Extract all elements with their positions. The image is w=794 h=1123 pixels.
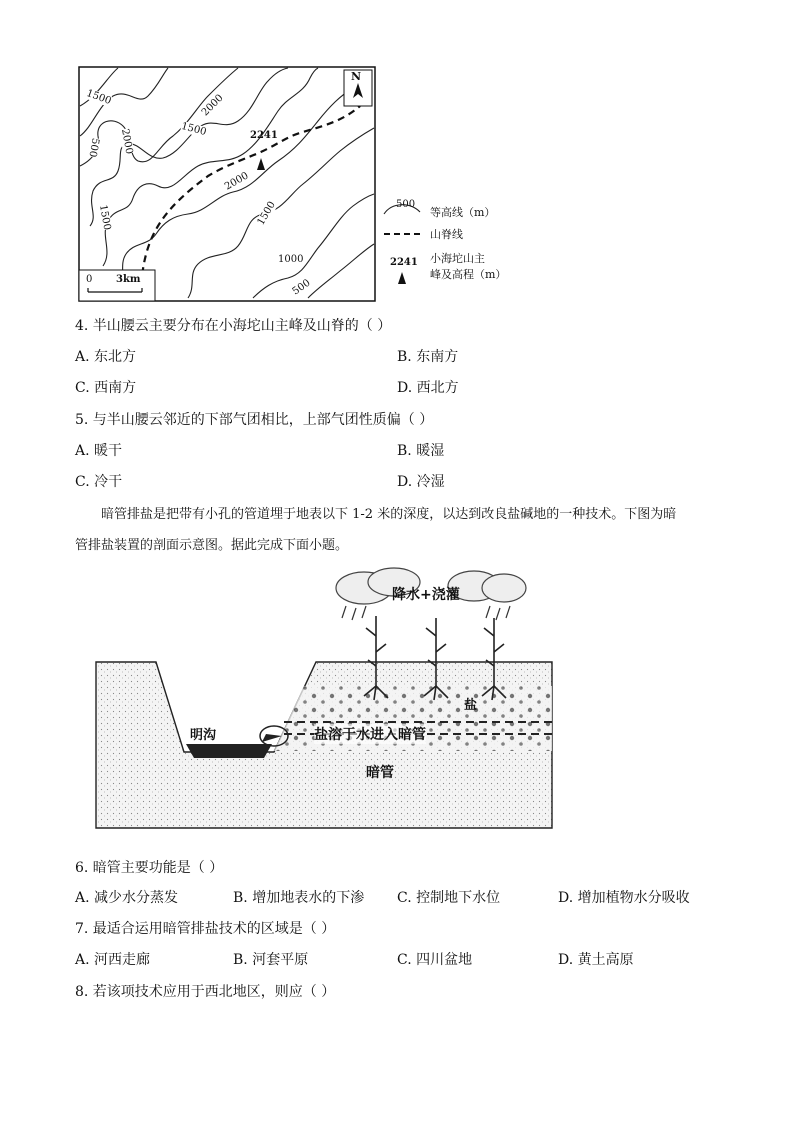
question-7-option-a[interactable]: A. 河西走廊 xyxy=(75,952,151,968)
question-6-stem: 6. 暗管主要功能是（ ） xyxy=(75,860,224,876)
legend-contour-value: 500 xyxy=(396,199,416,210)
passage-line-1: 暗管排盐是把带有小孔的管道埋于地表以下 1-2 米的深度，以达到改良盐碱地的一种技术。下图为暗 xyxy=(101,507,677,522)
question-7-option-d[interactable]: D. 黄土高原 xyxy=(558,952,634,968)
question-7-option-b[interactable]: B. 河套平原 xyxy=(233,952,309,968)
pipe-label: 暗管 xyxy=(366,765,394,781)
question-5-stem: 5. 与半山腰云邻近的下部气团相比，上部气团性质偏（ ） xyxy=(75,412,434,428)
question-4-option-b[interactable]: B. 东南方 xyxy=(397,349,459,365)
question-5-option-a[interactable]: A. 暖干 xyxy=(75,443,123,459)
question-6-option-c[interactable]: C. 控制地下水位 xyxy=(397,890,501,906)
question-5-option-b[interactable]: B. 暖湿 xyxy=(397,443,445,459)
contour-label: 500 xyxy=(290,277,313,298)
peak-elevation: 2241 xyxy=(250,130,278,141)
question-7-stem: 7. 最适合运用暗管排盐技术的区域是（ ） xyxy=(75,921,336,937)
question-6-option-d[interactable]: D. 增加植物水分吸收 xyxy=(558,890,690,906)
question-6-option-b[interactable]: B. 增加地表水的下渗 xyxy=(233,890,365,906)
contour-label: 2000 xyxy=(199,92,226,119)
scale-distance: 3km xyxy=(116,274,141,285)
topographic-map xyxy=(78,66,376,302)
contour-label: 1000 xyxy=(278,254,304,265)
flow-label: 盐溶于水进入暗管 xyxy=(314,724,426,744)
contour-label: 1500 xyxy=(84,87,113,108)
rain-label: 降水+浇灌 xyxy=(392,587,460,603)
scale-zero: 0 xyxy=(86,274,93,285)
north-label: N xyxy=(351,70,362,83)
contour-label: 1500 xyxy=(180,120,208,139)
passage-line-2: 管排盐装置的剖面示意图。据此完成下面小题。 xyxy=(75,538,349,553)
question-5-option-d[interactable]: D. 冷湿 xyxy=(397,474,445,490)
question-4-stem: 4. 半山腰云主要分布在小海坨山主峰及山脊的（ ） xyxy=(75,318,392,334)
contour-label: 2000 xyxy=(222,170,251,193)
question-5-option-c[interactable]: C. 冷干 xyxy=(75,474,123,490)
question-4-option-c[interactable]: C. 西南方 xyxy=(75,380,137,396)
peak-legend-icon xyxy=(398,272,406,284)
contour-label: 1500 xyxy=(255,199,278,228)
legend-ridge-label: 山脊线 xyxy=(430,228,463,241)
legend-peak-value: 2241 xyxy=(390,257,418,268)
question-4-option-d[interactable]: D. 西北方 xyxy=(397,380,459,396)
question-4-option-a[interactable]: A. 东北方 xyxy=(75,349,137,365)
open-ditch-label: 明沟 xyxy=(190,728,217,743)
legend-peak-label-2: 峰及高程（m） xyxy=(430,268,507,281)
question-8-stem: 8. 若该项技术应用于西北地区，则应（ ） xyxy=(75,984,336,1000)
question-7-option-c[interactable]: C. 四川盆地 xyxy=(397,952,473,968)
contour-label: 500 xyxy=(86,137,101,158)
map-legend xyxy=(380,198,530,288)
question-6-option-a[interactable]: A. 减少水分蒸发 xyxy=(75,890,179,906)
salt-label: 盐 xyxy=(464,698,478,713)
drainage-cross-section-svg xyxy=(94,566,554,834)
contour-label: 1500 xyxy=(97,204,113,231)
contour-label: 2000 xyxy=(119,128,135,155)
legend-peak-label-1: 小海坨山主 xyxy=(430,252,485,265)
legend-contour-label: 等高线（m） xyxy=(430,206,496,219)
drainage-diagram xyxy=(94,566,554,834)
